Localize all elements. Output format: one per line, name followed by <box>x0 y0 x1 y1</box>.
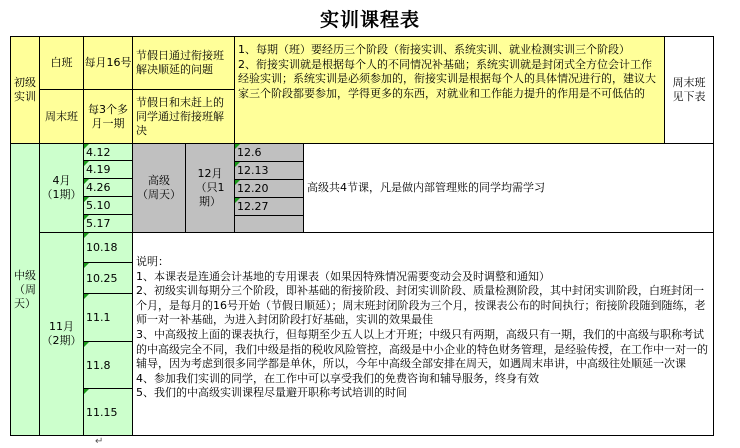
white-class-desc: 节假日通过衔接班解决顺延的问题 <box>132 36 235 90</box>
weekend-class-name: 周末班 <box>39 89 84 144</box>
april-date: 4.26 <box>83 178 133 197</box>
page-title: 实训课程表 <box>319 9 420 31</box>
junior-notes: 1、每期（班）要经历三个阶段（衔接实训、系统实训、就业检测实训三个阶段） 2、衔接实训就是根据每个人的不同情况补基础；系统实训就是封闭式全方位会计工作经验实训；系统实训是必须参加的，衔接实训是根据每个人的具体情况进行的，建议大家三个阶段都要参加，学得更多的东西，对就业和工作能力提升的作用是不可低估的 <box>234 36 665 144</box>
april-period-label: 4月 （1期） <box>39 143 84 233</box>
notes-line: 1、本课表是连通会计基地的专用课表（如果因特殊情况需要变动会及时调整和通知） <box>136 269 550 283</box>
november-date: 11.15 <box>83 388 133 436</box>
notes-line: 说明： <box>136 255 169 268</box>
december-label: 12月 （只1 期） <box>185 143 235 233</box>
april-date: 5.10 <box>83 196 133 215</box>
white-class-time: 每月16号 <box>83 36 133 90</box>
april-date: 5.17 <box>83 214 133 233</box>
notes-line: 5、我们的中高级实训课程尽量避开职称考试培训的时间 <box>136 386 407 400</box>
november-date: 10.25 <box>83 262 133 294</box>
december-date: 12.27 <box>234 197 304 216</box>
intermediate-label: 中级 （周 天） <box>10 143 40 436</box>
paragraph-mark: ↵ <box>95 436 104 447</box>
november-date: 11.1 <box>83 293 133 342</box>
december-date: 12.13 <box>234 161 304 180</box>
junior-label: 初级 实训 <box>10 36 40 144</box>
weekend-class-time: 每3个多月一期 <box>83 89 133 144</box>
weekend-class-desc: 节假日和末赶上的同学通过衔接班解决 <box>132 89 235 144</box>
advanced-note: 高级共4节课，凡是做内部管理账的同学均需学习 <box>303 143 714 233</box>
december-empty-cell <box>234 215 304 233</box>
november-date: 11.8 <box>83 341 133 389</box>
white-class-name: 白班 <box>39 36 84 90</box>
april-date: 4.12 <box>83 143 133 161</box>
intermediate-notes <box>132 232 714 436</box>
november-period-label: 11月 （2期） <box>39 232 84 436</box>
advanced-label: 高级 （周天） <box>132 143 186 233</box>
december-date: 12.20 <box>234 179 304 198</box>
weekend-side-note: 周末班见下表 <box>664 36 714 144</box>
notes-line: 3、中高级按上面的课表执行，但每期至少五人以上才开班；中级只有两期，高级只有一期，我们的中高级与职称考试的中高级完全不同，我们中级是指的税收风险管控，高级是中小企业的特色财务管理，是经验传授，在工作中一对一的辅导，因为考虑到很多同学都是单休，所以，今年中高级全部安排在周天，如遇周末串讲，中高级往处顺延一次课 <box>136 327 708 371</box>
november-date: 10.18 <box>83 232 133 263</box>
notes-line: 2、初级实训每期分三个阶段，即补基础的衔接阶段、封闭实训阶段、质量检测阶段，其中封闭实训阶段，白班封闭一个月，是每月的16号开始（节假日顺延）；周末班封闭阶段为三个月，按课表公布的时间执行；衔接阶段随到随练，老师一对一补基础，为进入封闭阶段打好基础，实训的效果最佳 <box>136 284 706 327</box>
december-date: 12.6 <box>234 143 304 162</box>
notes-line: 4、参加我们实训的同学，在工作中可以享受我们的免费咨询和辅导服务，终身有效 <box>136 371 539 385</box>
april-date: 4.19 <box>83 160 133 179</box>
